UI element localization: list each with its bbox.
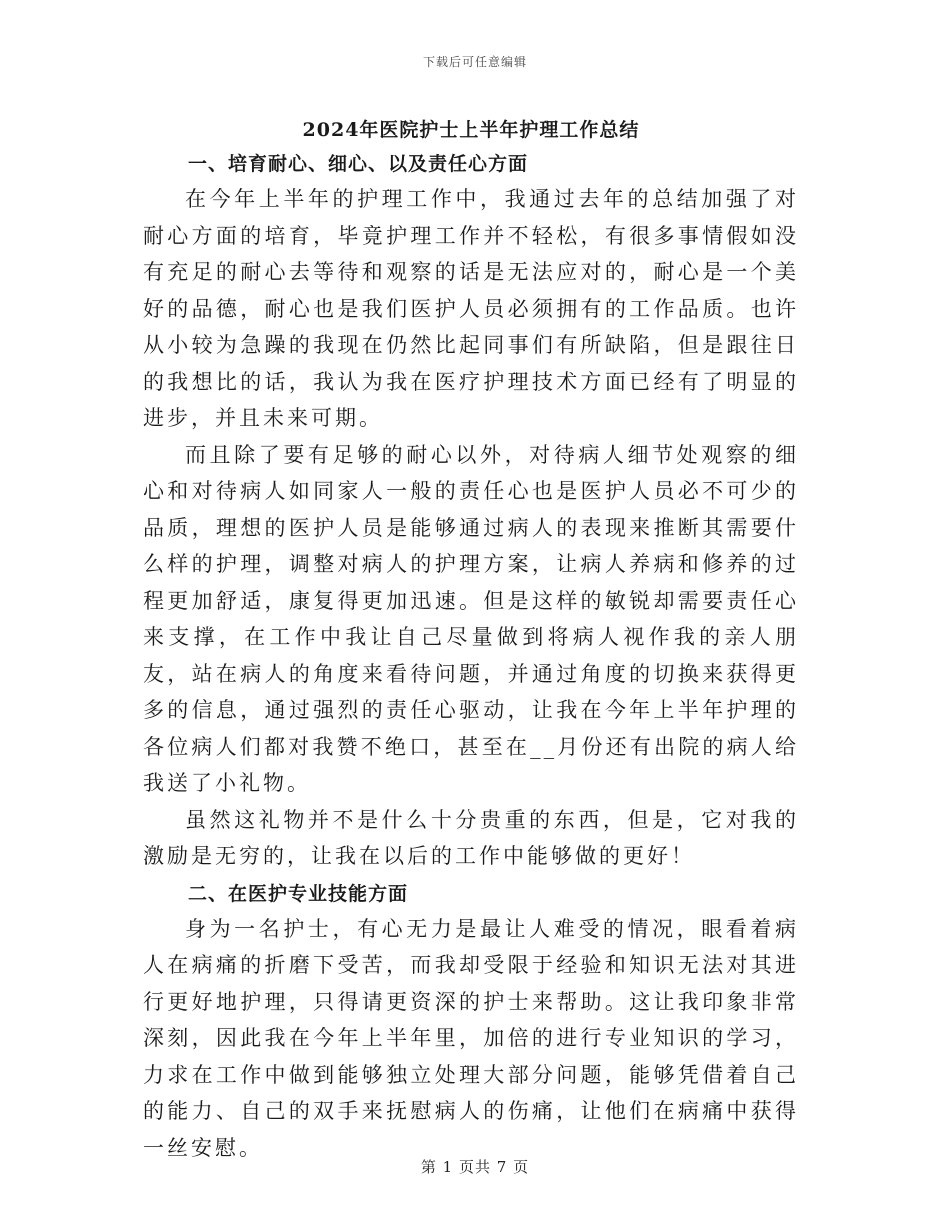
document-title: 2024年医院护士上半年护理工作总结	[302, 119, 640, 141]
paragraph: 虽然这礼物并不是什么十分贵重的东西，但是，它对我的激励是无穷的，让我在以后的工作中能够做的更好！	[143, 807, 799, 868]
document-body	[143, 113, 799, 1166]
section-heading-1: 一、培育耐心、细心、以及责任心方面	[188, 153, 529, 175]
page-number: 第 1 页共 7 页	[420, 1158, 530, 1176]
paragraph: 而且除了要有足够的耐心以外，对待病人细节处观察的细心和对待病人如同家人一般的责任心也是医护人员必不可少的品质，理想的医护人员是能够通过病人的表现来推断其需要什么样的护理，调整对病人的护理方案，让病人养病和修养的过程更加舒适，康复得更加迅速。但是这样的敏锐却需要责任心来支撑，在工作中我让自己尽量做到将病人视作我的亲人朋友，站在病人的角度来看待问题，并通过角度的切换来获得更多的信息，通过强烈的责任心驱动，让我在今年上半年护理的各位病人们都对我赞不绝口，甚至在__月份还有出院的病人给我送了小礼物。	[143, 442, 799, 795]
paragraph: 身为一名护士，有心无力是最让人难受的情况，眼看着病人在病痛的折磨下受苦，而我却受限于经验和知识无法对其进行更好地护理，只得请更资深的护士来帮助。这让我印象非常深刻，因此我在今年上半年里，加倍的进行专业知识的学习，力求在工作中做到能够独立处理大部分问题，能够凭借着自己的能力、自己的双手来抚慰病人的伤痛，让他们在病痛中获得一丝安慰。	[143, 916, 799, 1160]
header-note: 下载后可任意编辑	[422, 55, 527, 69]
paragraph: 在今年上半年的护理工作中，我通过去年的总结加强了对耐心方面的培育，毕竟护理工作并不轻松，有很多事情假如没有充足的耐心去等待和观察的话是无法应对的，耐心是一个美好的品德，耐心也是我们医护人员必须拥有的工作品质。也许从小较为急躁的我现在仍然比起同事们有所缺陷，但是跟往日的我想比的话，我认为我在医疗护理技术方面已经有了明显的进步，并且未来可期。	[143, 187, 799, 430]
section-heading-2: 二、在医护专业技能方面	[188, 882, 409, 905]
